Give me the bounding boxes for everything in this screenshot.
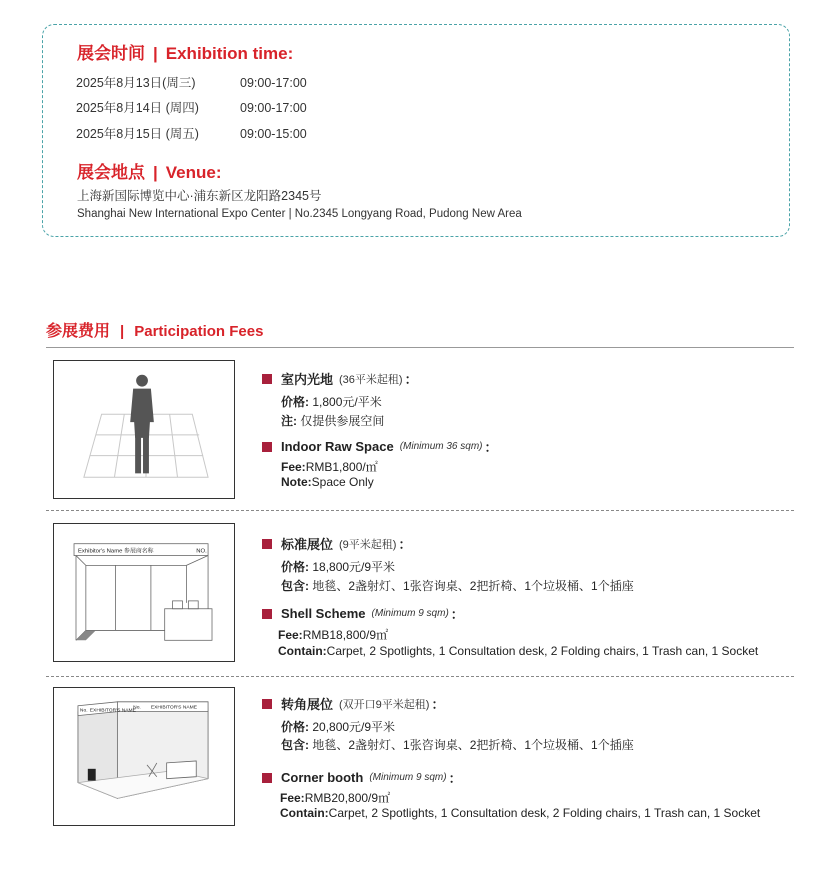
fee-label: Fee: bbox=[281, 460, 306, 474]
item-note-en: (Minimum 9 sqm) bbox=[371, 608, 449, 619]
raw-space-note-cn bbox=[281, 412, 384, 429]
shell-scheme-fee-en bbox=[278, 626, 388, 643]
bullet-icon bbox=[262, 442, 272, 452]
item-name-cn: 室内光地 bbox=[281, 372, 334, 387]
fascia-no-right: No. bbox=[133, 705, 141, 711]
contain-value: Carpet, 2 Spotlights, 1 Consultation desk, 2 Folding chairs, 1 Trash can, 1 Socket bbox=[328, 806, 761, 820]
fees-title-cn: 参展费用 bbox=[46, 323, 111, 340]
item-colon: ： bbox=[450, 607, 464, 622]
contain-label: Contain: bbox=[278, 644, 327, 658]
item-name-cn: 标准展位 bbox=[281, 537, 334, 552]
shell-scheme-contain-cn bbox=[281, 577, 634, 594]
item-divider bbox=[46, 676, 794, 677]
contain-label: 包含: bbox=[281, 579, 309, 593]
item-name-en: Indoor Raw Space bbox=[281, 439, 394, 454]
shell-scheme-contain-en bbox=[278, 644, 758, 658]
title-separator: | bbox=[120, 323, 125, 340]
note-value: 仅提供参展空间 bbox=[300, 414, 385, 428]
item-colon: ： bbox=[448, 771, 462, 786]
contain-value: 地毯、2盏射灯、1张咨询桌、2把折椅、1个垃圾桶、1个插座 bbox=[312, 738, 634, 752]
price-value: 20,800元/9平米 bbox=[312, 720, 396, 734]
item-note-cn: (双开口9平米起租) bbox=[339, 698, 430, 711]
price-label: 价格: bbox=[281, 560, 309, 574]
fascia-name-left: EXHIBITOR'S NAME bbox=[89, 708, 136, 714]
time-row-hours: 09:00-17:00 bbox=[240, 101, 307, 115]
item-divider bbox=[46, 510, 794, 511]
price-value: 1,800元/平米 bbox=[312, 395, 382, 409]
bullet-icon bbox=[262, 773, 272, 783]
item-name-cn: 转角展位 bbox=[281, 697, 334, 712]
raw-space-fee-en bbox=[281, 458, 378, 475]
raw-space-image bbox=[53, 360, 235, 499]
note-label: 注: bbox=[281, 414, 297, 428]
venue-title-en: Venue: bbox=[165, 163, 222, 182]
item-colon: ： bbox=[484, 440, 498, 455]
contain-value: 地毯、2盏射灯、1张咨询桌、2把折椅、1个垃圾桶、1个插座 bbox=[312, 579, 634, 593]
corner-booth-fee-en bbox=[280, 789, 390, 806]
time-row bbox=[76, 73, 307, 91]
contain-value: Carpet, 2 Spotlights, 1 Consultation desk, 2 Folding chairs, 1 Trash can, 1 Socket bbox=[326, 644, 759, 658]
title-separator: | bbox=[153, 44, 158, 63]
item-note-en: (Minimum 36 sqm) bbox=[399, 441, 483, 452]
time-row-hours: 09:00-15:00 bbox=[240, 127, 307, 141]
corner-booth-contain-en bbox=[280, 806, 760, 820]
fee-value: RMB1,800/㎡ bbox=[305, 460, 378, 474]
exhibition-time-title bbox=[77, 39, 293, 64]
fee-label: Fee: bbox=[278, 628, 303, 642]
raw-space-illustration bbox=[54, 361, 234, 498]
item-colon: ： bbox=[404, 372, 418, 387]
note-value: Space Only bbox=[311, 475, 374, 489]
bullet-icon bbox=[262, 374, 272, 384]
time-row-date: 2025年8月15日 (周五) bbox=[76, 127, 199, 141]
venue-address-en: Shanghai New International Expo Center | No.2345 Longyang Road, Pudong New Area bbox=[77, 208, 522, 220]
fascia-no-text: NO. bbox=[196, 548, 207, 555]
price-value: 18,800元/9平米 bbox=[312, 560, 396, 574]
fascia-name-right: EXHIBITOR'S NAME bbox=[150, 705, 198, 711]
fee-label: Fee: bbox=[280, 791, 305, 805]
time-row bbox=[76, 124, 307, 142]
fees-divider bbox=[46, 347, 794, 348]
exhibition-time-title-cn: 展会时间 bbox=[77, 44, 145, 63]
fees-title-en: Participation Fees bbox=[134, 323, 264, 340]
item-colon: ： bbox=[431, 697, 445, 712]
corner-booth-contain-cn bbox=[281, 736, 634, 753]
corner-booth-image bbox=[53, 687, 235, 826]
item-note-cn: (9平米起租) bbox=[339, 538, 397, 551]
price-label: 价格: bbox=[281, 395, 309, 409]
price-label: 价格: bbox=[281, 720, 309, 734]
bullet-icon bbox=[262, 539, 272, 549]
time-row-hours: 09:00-17:00 bbox=[240, 76, 307, 90]
note-label: Note: bbox=[281, 475, 312, 489]
shell-scheme-illustration bbox=[54, 524, 234, 661]
raw-space-cn-heading bbox=[262, 369, 418, 388]
exhibition-time-title-en: Exhibition time: bbox=[165, 44, 294, 63]
venue-title bbox=[77, 158, 222, 183]
raw-space-en-heading bbox=[262, 437, 498, 456]
shell-scheme-price-cn bbox=[281, 558, 395, 575]
fees-title bbox=[46, 318, 263, 341]
venue-title-cn: 展会地点 bbox=[77, 163, 145, 182]
raw-space-price-cn bbox=[281, 393, 382, 410]
fee-value: RMB20,800/9㎡ bbox=[304, 791, 391, 805]
corner-booth-price-cn bbox=[281, 718, 395, 735]
shell-scheme-cn-heading bbox=[262, 534, 411, 553]
corner-booth-illustration bbox=[54, 688, 234, 825]
contain-label: Contain: bbox=[280, 806, 329, 820]
corner-booth-cn-heading bbox=[262, 694, 444, 713]
corner-booth-en-heading bbox=[262, 768, 462, 787]
shell-scheme-image bbox=[53, 523, 235, 662]
item-name-en: Corner booth bbox=[281, 770, 364, 785]
time-row-date: 2025年8月14日 (周四) bbox=[76, 101, 199, 115]
item-colon: ： bbox=[398, 537, 412, 552]
raw-space-note-en bbox=[281, 475, 374, 489]
item-name-en: Shell Scheme bbox=[281, 606, 366, 621]
time-row bbox=[76, 98, 307, 116]
fascia-name-text: Exhibitor's Name 参展商名称 bbox=[77, 548, 154, 555]
contain-label: 包含: bbox=[281, 738, 309, 752]
bullet-icon bbox=[262, 699, 272, 709]
fascia-no-left: No. bbox=[79, 708, 88, 714]
bullet-icon bbox=[262, 609, 272, 619]
shell-scheme-en-heading bbox=[262, 604, 464, 623]
item-note-cn: (36平米起租) bbox=[339, 373, 403, 386]
fee-value: RMB18,800/9㎡ bbox=[302, 628, 389, 642]
venue-address-cn: 上海新国际博览中心·浦东新区龙阳路2345号 bbox=[77, 189, 322, 203]
time-row-date: 2025年8月13日(周三) bbox=[76, 76, 196, 90]
item-note-en: (Minimum 9 sqm) bbox=[369, 772, 447, 783]
title-separator: | bbox=[153, 163, 158, 182]
